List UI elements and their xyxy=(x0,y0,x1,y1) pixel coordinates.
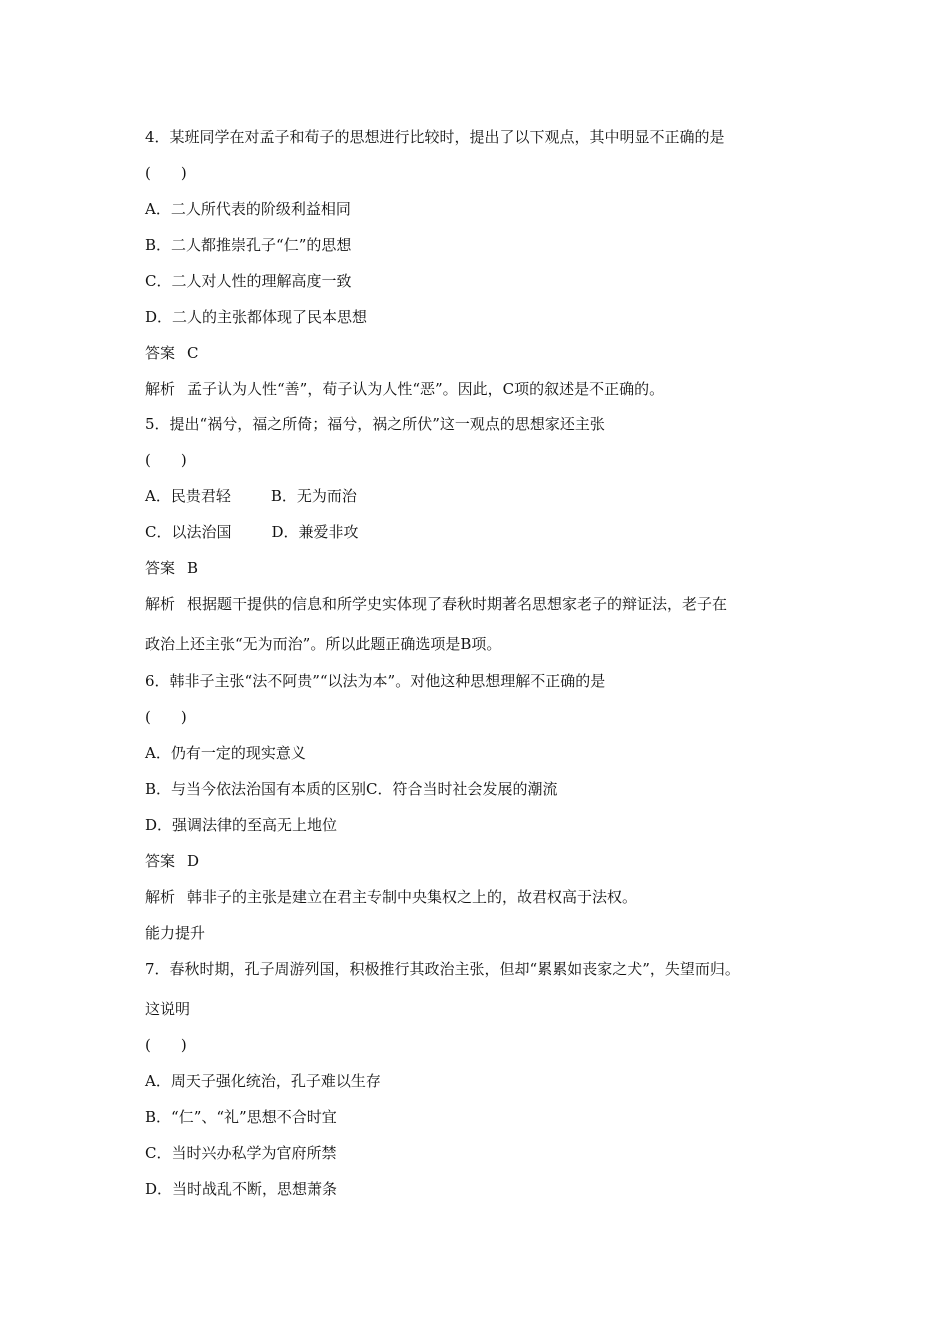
q7-option-b: B．“仁”、“礼”思想不合时宜 xyxy=(145,1108,337,1126)
q4-answer xyxy=(145,343,198,363)
q5-options-row-1 xyxy=(145,486,357,506)
q7-option-d: D．当时战乱不断，思想萧条 xyxy=(145,1180,338,1198)
answer-value: D xyxy=(187,852,200,870)
q4-option-c: C．二人对人性的理解高度一致 xyxy=(145,272,352,290)
q5-analysis xyxy=(145,594,727,614)
answer-label: 答案 xyxy=(145,559,176,577)
q5-option-b: B．无为而治 xyxy=(270,487,357,505)
analysis-label: 解析 xyxy=(145,380,176,398)
q5-option-a: A．民贵君轻 xyxy=(145,487,231,505)
q5-option-c: C．以法治国 xyxy=(145,523,232,541)
q7-paren: ( ) xyxy=(145,1036,187,1054)
q7-stem: 7．春秋时期，孔子周游列国，积极推行其政治主张，但却“累累如丧家之犬”，失望而归。 xyxy=(145,960,740,978)
q7-stem-cont: 这说明 xyxy=(145,1000,191,1018)
q5-option-d: D．兼爱非攻 xyxy=(271,523,359,541)
q6-analysis xyxy=(145,887,637,907)
q6-stem: 6．韩非子主张“法不阿贵”“以法为本”。对他这种思想理解不正确的是 xyxy=(145,672,606,690)
q4-option-d: D．二人的主张都体现了民本思想 xyxy=(145,308,368,326)
q5-answer xyxy=(145,558,198,578)
q5-paren: ( ) xyxy=(145,451,187,469)
analysis-label: 解析 xyxy=(145,595,176,613)
q4-option-a: A．二人所代表的阶级利益相同 xyxy=(145,200,351,218)
q6-answer xyxy=(145,851,199,871)
q4-option-b: B．二人都推崇孔子“仁”的思想 xyxy=(145,236,352,254)
q6-option-d: D．强调法律的至高无上地位 xyxy=(145,816,338,834)
analysis-text: 根据题干提供的信息和所学史实体现了春秋时期著名思想家老子的辩证法，老子在 xyxy=(187,595,728,613)
q7-option-c: C．当时兴办私学为官府所禁 xyxy=(145,1144,337,1162)
q5-analysis-cont: 政治上还主张“无为而治”。所以此题正确选项是B项。 xyxy=(145,635,502,653)
analysis-label: 解析 xyxy=(145,888,176,906)
q4-paren: ( ) xyxy=(145,164,187,182)
q7-option-a: A．周天子强化统治，孔子难以生存 xyxy=(145,1072,381,1090)
analysis-text: 孟子认为人性“善”，荀子认为人性“恶”。因此，C项的叙述是不正确的。 xyxy=(187,380,665,398)
q6-paren: ( ) xyxy=(145,708,187,726)
q4-stem: 4．某班同学在对孟子和荀子的思想进行比较时，提出了以下观点，其中明显不正确的是 xyxy=(145,128,725,146)
q6-option-b-c: B．与当今依法治国有本质的区别C．符合当时社会发展的潮流 xyxy=(145,780,558,798)
answer-label: 答案 xyxy=(145,852,176,870)
answer-value: C xyxy=(187,344,199,362)
analysis-text: 韩非子的主张是建立在君主专制中央集权之上的，故君权高于法权。 xyxy=(187,888,638,906)
q6-option-a: A．仍有一定的现实意义 xyxy=(145,744,306,762)
q5-stem: 5．提出“祸兮，福之所倚；福兮，祸之所伏”这一观点的思想家还主张 xyxy=(145,415,605,433)
q4-analysis xyxy=(145,379,664,399)
answer-label: 答案 xyxy=(145,344,176,362)
section-heading: 能力提升 xyxy=(145,924,206,942)
answer-value: B xyxy=(187,559,199,577)
q5-options-row-2 xyxy=(145,522,359,542)
